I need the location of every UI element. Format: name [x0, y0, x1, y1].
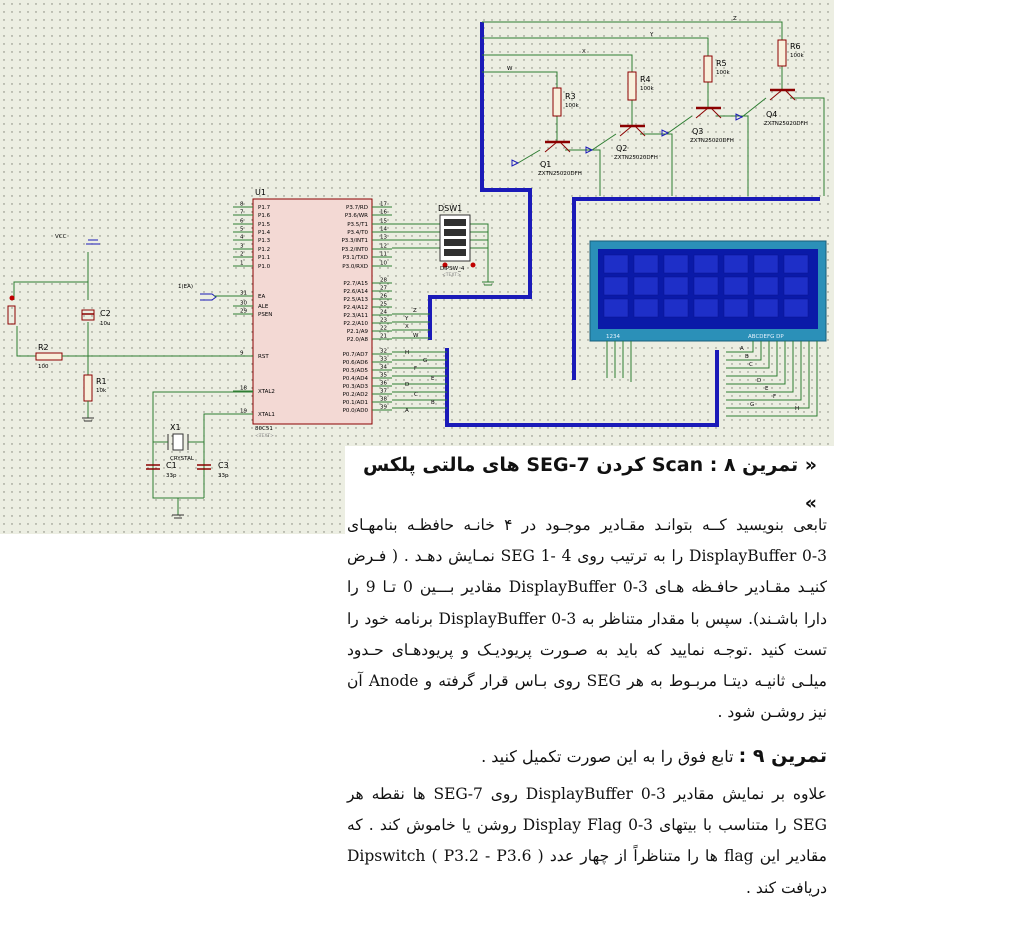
mcu-pin-number: 32: [380, 348, 387, 355]
mcu-pin-name: P1.0: [258, 264, 271, 270]
mcu-pin-number: 23: [380, 317, 387, 324]
mcu-pin-name: P0.6/AD6: [342, 360, 368, 366]
mcu-pin-name: ALE: [258, 304, 269, 310]
mcu-pin-number: 29: [240, 308, 247, 315]
r4-ref: R4: [640, 75, 651, 84]
ea-terminal-label: 1(EA): [178, 284, 194, 290]
exercise-9-subtitle: تابع فوق را به این صورت تکمیل کنید .: [481, 747, 739, 766]
mcu-pin-number: 24: [380, 309, 387, 316]
mcu-pin-number: 17: [380, 201, 387, 208]
q4-part: ZXTN25020DFH: [764, 121, 808, 127]
c1-value: 33p: [166, 473, 177, 479]
exercise-8-number: « تمرین ۸ :: [709, 454, 817, 476]
mcu-pin-number: 39: [380, 404, 387, 411]
mcu-pin-number: 28: [380, 277, 387, 284]
exercise-9-title: [347, 741, 827, 772]
mcu-pin-name: P2.0/A8: [346, 337, 368, 343]
mcu-pin-name: P2.5/A13: [343, 297, 368, 303]
q2-part: ZXTN25020DFH: [614, 155, 658, 161]
r5-ref: R5: [716, 59, 727, 68]
mcu-pin-name: P1.3: [258, 238, 271, 244]
mcu-pin-name: P3.7/RD: [346, 205, 368, 211]
mcu-80c51: [233, 188, 392, 439]
c1-ref: C1: [166, 461, 177, 470]
net-c-p0: C: [414, 392, 418, 398]
mcu-pin-number: 21: [380, 333, 387, 340]
q3-ref: Q3: [692, 127, 704, 136]
net-z-top: Z: [733, 16, 737, 22]
net-a-disp: A: [740, 346, 744, 352]
mcu-pin-number: 13: [380, 234, 387, 241]
net-w-p2: W: [413, 333, 419, 339]
mcu-pin-name: P3.1/TXD: [342, 255, 368, 261]
mcu-pin-name: XTAL1: [258, 412, 275, 418]
net-f-disp: F: [773, 394, 777, 400]
mcu-pin-name: P0.2/AD2: [342, 392, 368, 398]
mcu-pin-name: P3.2/INT0: [341, 247, 368, 253]
net-x-top: X: [582, 49, 586, 55]
mcu-pin-name: P0.0/AD0: [342, 408, 368, 414]
mcu-pin-number: 19: [240, 408, 247, 415]
mcu-pin-number: 1: [240, 260, 244, 267]
exercise-8-body: تابعی بنویسید کــه بتوانـد مقـادیر موجـود در ۴ خانـه حافظـه بنامهـای DisplayBuffer 0-3 را به ترتیب روی SEG 1- 4 نمـایش دهـد . ( فـرض کنیـد مقـادیر حافـظه هـای DisplayBuffer 0-3 مقادیر بـــین 0 تـا 9 را دارا باشـند). سپس با مقدار متناظر به DisplayBuffer 0-3 برنامه خود را تست کنید .توجـه نمایید که باید به صـورت پریودیـک و پریودهـای حـدود میلـی ثانیـه دیتـا مربـوط به هر SEG روی بـاس قرار گرفته و Anode آن نیز روشـن شود .: [347, 516, 827, 722]
mcu-pin-number: 33: [380, 356, 387, 363]
mcu-pin-name: P2.1/A9: [346, 329, 368, 335]
mcu-pin-number: 16: [380, 209, 387, 216]
mcu-pin-name: P0.5/AD5: [342, 368, 368, 374]
r1-value: 10k: [96, 388, 107, 394]
net-w-top: W: [507, 66, 513, 72]
mcu-pin-number: 27: [380, 285, 387, 292]
exercise-8-subtitle: Scan کردن 7-SEG های مالتی پلکس »: [362, 454, 817, 514]
mcu-pin-name: P0.3/AD3: [342, 384, 368, 390]
mcu-pin-name: EA: [258, 294, 266, 300]
mcu-pin-name: RST: [258, 354, 269, 360]
mcu-pin-name: P1.2: [258, 247, 271, 253]
q4-ref: Q4: [766, 110, 778, 119]
mcu-pin-number: 34: [380, 364, 387, 371]
net-b-disp: B: [745, 354, 749, 360]
net-y-p2: Y: [405, 316, 409, 322]
mcu-pin-number: 14: [380, 226, 387, 233]
mcu-pin-name: PSEN: [258, 312, 273, 318]
c3-value: 33p: [218, 473, 229, 479]
dsw1-part: DIPSW_4: [440, 266, 465, 272]
mcu-part: 80C51: [255, 426, 273, 432]
mcu-pin-number: 15: [380, 218, 387, 225]
mcu-pin-number: 12: [380, 243, 387, 250]
mcu-pin-name: P3.3/INT1: [341, 238, 368, 244]
net-d-p0: D: [405, 382, 410, 388]
mcu-pin-number: 2: [240, 251, 244, 258]
mcu-pin-name: P3.5/T1: [347, 222, 368, 228]
mcu-pin-number: 5: [240, 226, 244, 233]
mcu-pin-name: P2.7/A15: [343, 281, 368, 287]
mcu-ref: U1: [255, 188, 266, 197]
mcu-pin-number: 38: [380, 396, 387, 403]
mcu-pin-number: 7: [240, 209, 244, 216]
mcu-pin-number: 35: [380, 372, 387, 379]
r2-value: 100: [38, 364, 49, 370]
mcu-pin-name: P2.3/A11: [343, 313, 368, 319]
net-x-p2: X: [405, 324, 409, 330]
r5-value: 100k: [716, 70, 730, 76]
mcu-pin-name: P1.5: [258, 222, 271, 228]
display-segments-label: ABCDEFG DP: [748, 334, 784, 340]
x1-ref: X1: [170, 423, 181, 432]
net-g-p0: G: [423, 358, 428, 364]
mcu-pin-name: P3.6/WR: [344, 213, 368, 219]
mcu-pin-number: 3: [240, 243, 244, 250]
dsw1-ref: DSW1: [438, 204, 463, 213]
mcu-pin-name: P1.6: [258, 213, 271, 219]
x1-part: CRYSTAL: [170, 456, 194, 462]
net-e-p0: E: [431, 376, 435, 382]
mcu-pin-name: P2.6/A14: [343, 289, 368, 295]
net-b-p0: B: [431, 400, 435, 406]
mcu-pin-name: P3.0/RXD: [342, 264, 368, 270]
r2-ref: R2: [38, 343, 49, 352]
net-h-disp: H: [795, 406, 800, 412]
mcu-pin-number: 6: [240, 218, 244, 225]
mcu-pin-name: P1.1: [258, 255, 271, 261]
mcu-text: <TEXT>: [255, 434, 274, 439]
c3-ref: C3: [218, 461, 229, 470]
mcu-pin-name: P0.4/AD4: [342, 376, 368, 382]
mcu-pin-number: 26: [380, 293, 387, 300]
net-d-disp: D: [757, 378, 762, 384]
c2-ref: C2: [100, 309, 111, 318]
mcu-pin-name: P0.7/AD7: [342, 352, 368, 358]
mcu-pin-name: P1.7: [258, 205, 271, 211]
r4-value: 100k: [640, 86, 654, 92]
dsw1-text: <TEXT>: [442, 273, 461, 278]
r3-value: 100k: [565, 103, 579, 109]
r6-ref: R6: [790, 42, 801, 51]
mcu-pin-number: 31: [240, 290, 247, 297]
mcu-pin-number: 11: [380, 251, 387, 258]
seven-segment-display: [590, 241, 826, 341]
mcu-pin-number: 9: [240, 350, 244, 357]
mcu-pin-name: P2.2/A10: [343, 321, 368, 327]
r1-ref: R1: [96, 377, 107, 386]
mcu-pin-name: P3.4/T0: [347, 230, 368, 236]
net-e-disp: E: [765, 386, 769, 392]
q1-ref: Q1: [540, 160, 552, 169]
mcu-pin-name: P1.4: [258, 230, 271, 236]
mcu-pin-number: 37: [380, 388, 387, 395]
mcu-pin-number: 22: [380, 325, 387, 332]
mcu-pin-number: 10: [380, 260, 387, 267]
mcu-pin-number: 25: [380, 301, 387, 308]
c2-value: 10u: [100, 321, 111, 327]
q1-part: ZXTN25020DFH: [538, 171, 582, 177]
mcu-pin-name: P0.1/AD1: [342, 400, 368, 406]
q3-part: ZXTN25020DFH: [690, 138, 734, 144]
mcu-pin-number: 8: [240, 201, 244, 208]
exercise-9-body: علاوه بر نمایش مقادیر DisplayBuffer 0-3 روی 7-SEG ها نقطه هر SEG را متناسب با بیتهای Display Flag 0-3 روشن یا خاموش کند . که مقادیر این flag ها را متناظراً از چهار عدد Dipswitch ( P3.2 - P3.6 ) دریافت کند .: [347, 785, 828, 897]
net-h-p0: H: [405, 350, 410, 356]
display-digits-label: 1234: [606, 334, 620, 340]
mcu-pin-number: 18: [240, 385, 247, 392]
net-z-p2: Z: [413, 308, 417, 314]
mcu-pin-number: 4: [240, 234, 244, 241]
mcu-pin-name: XTAL2: [258, 389, 275, 395]
net-f-p0: F: [414, 366, 418, 372]
r6-value: 100k: [790, 53, 804, 59]
r3-ref: R3: [565, 92, 576, 101]
mcu-pin-number: 36: [380, 380, 387, 387]
mcu-pin-name: P2.4/A12: [343, 305, 368, 311]
net-c-disp: C: [749, 362, 753, 368]
net-y-top: Y: [650, 32, 654, 38]
mcu-pin-number: 30: [240, 300, 247, 307]
vcc-terminal-label: VCC: [55, 234, 67, 240]
net-a-p0: A: [405, 408, 409, 414]
exercise-9-number: تمرین ۹ :: [738, 745, 827, 767]
q2-ref: Q2: [616, 144, 628, 153]
net-g-disp: G: [750, 402, 755, 408]
